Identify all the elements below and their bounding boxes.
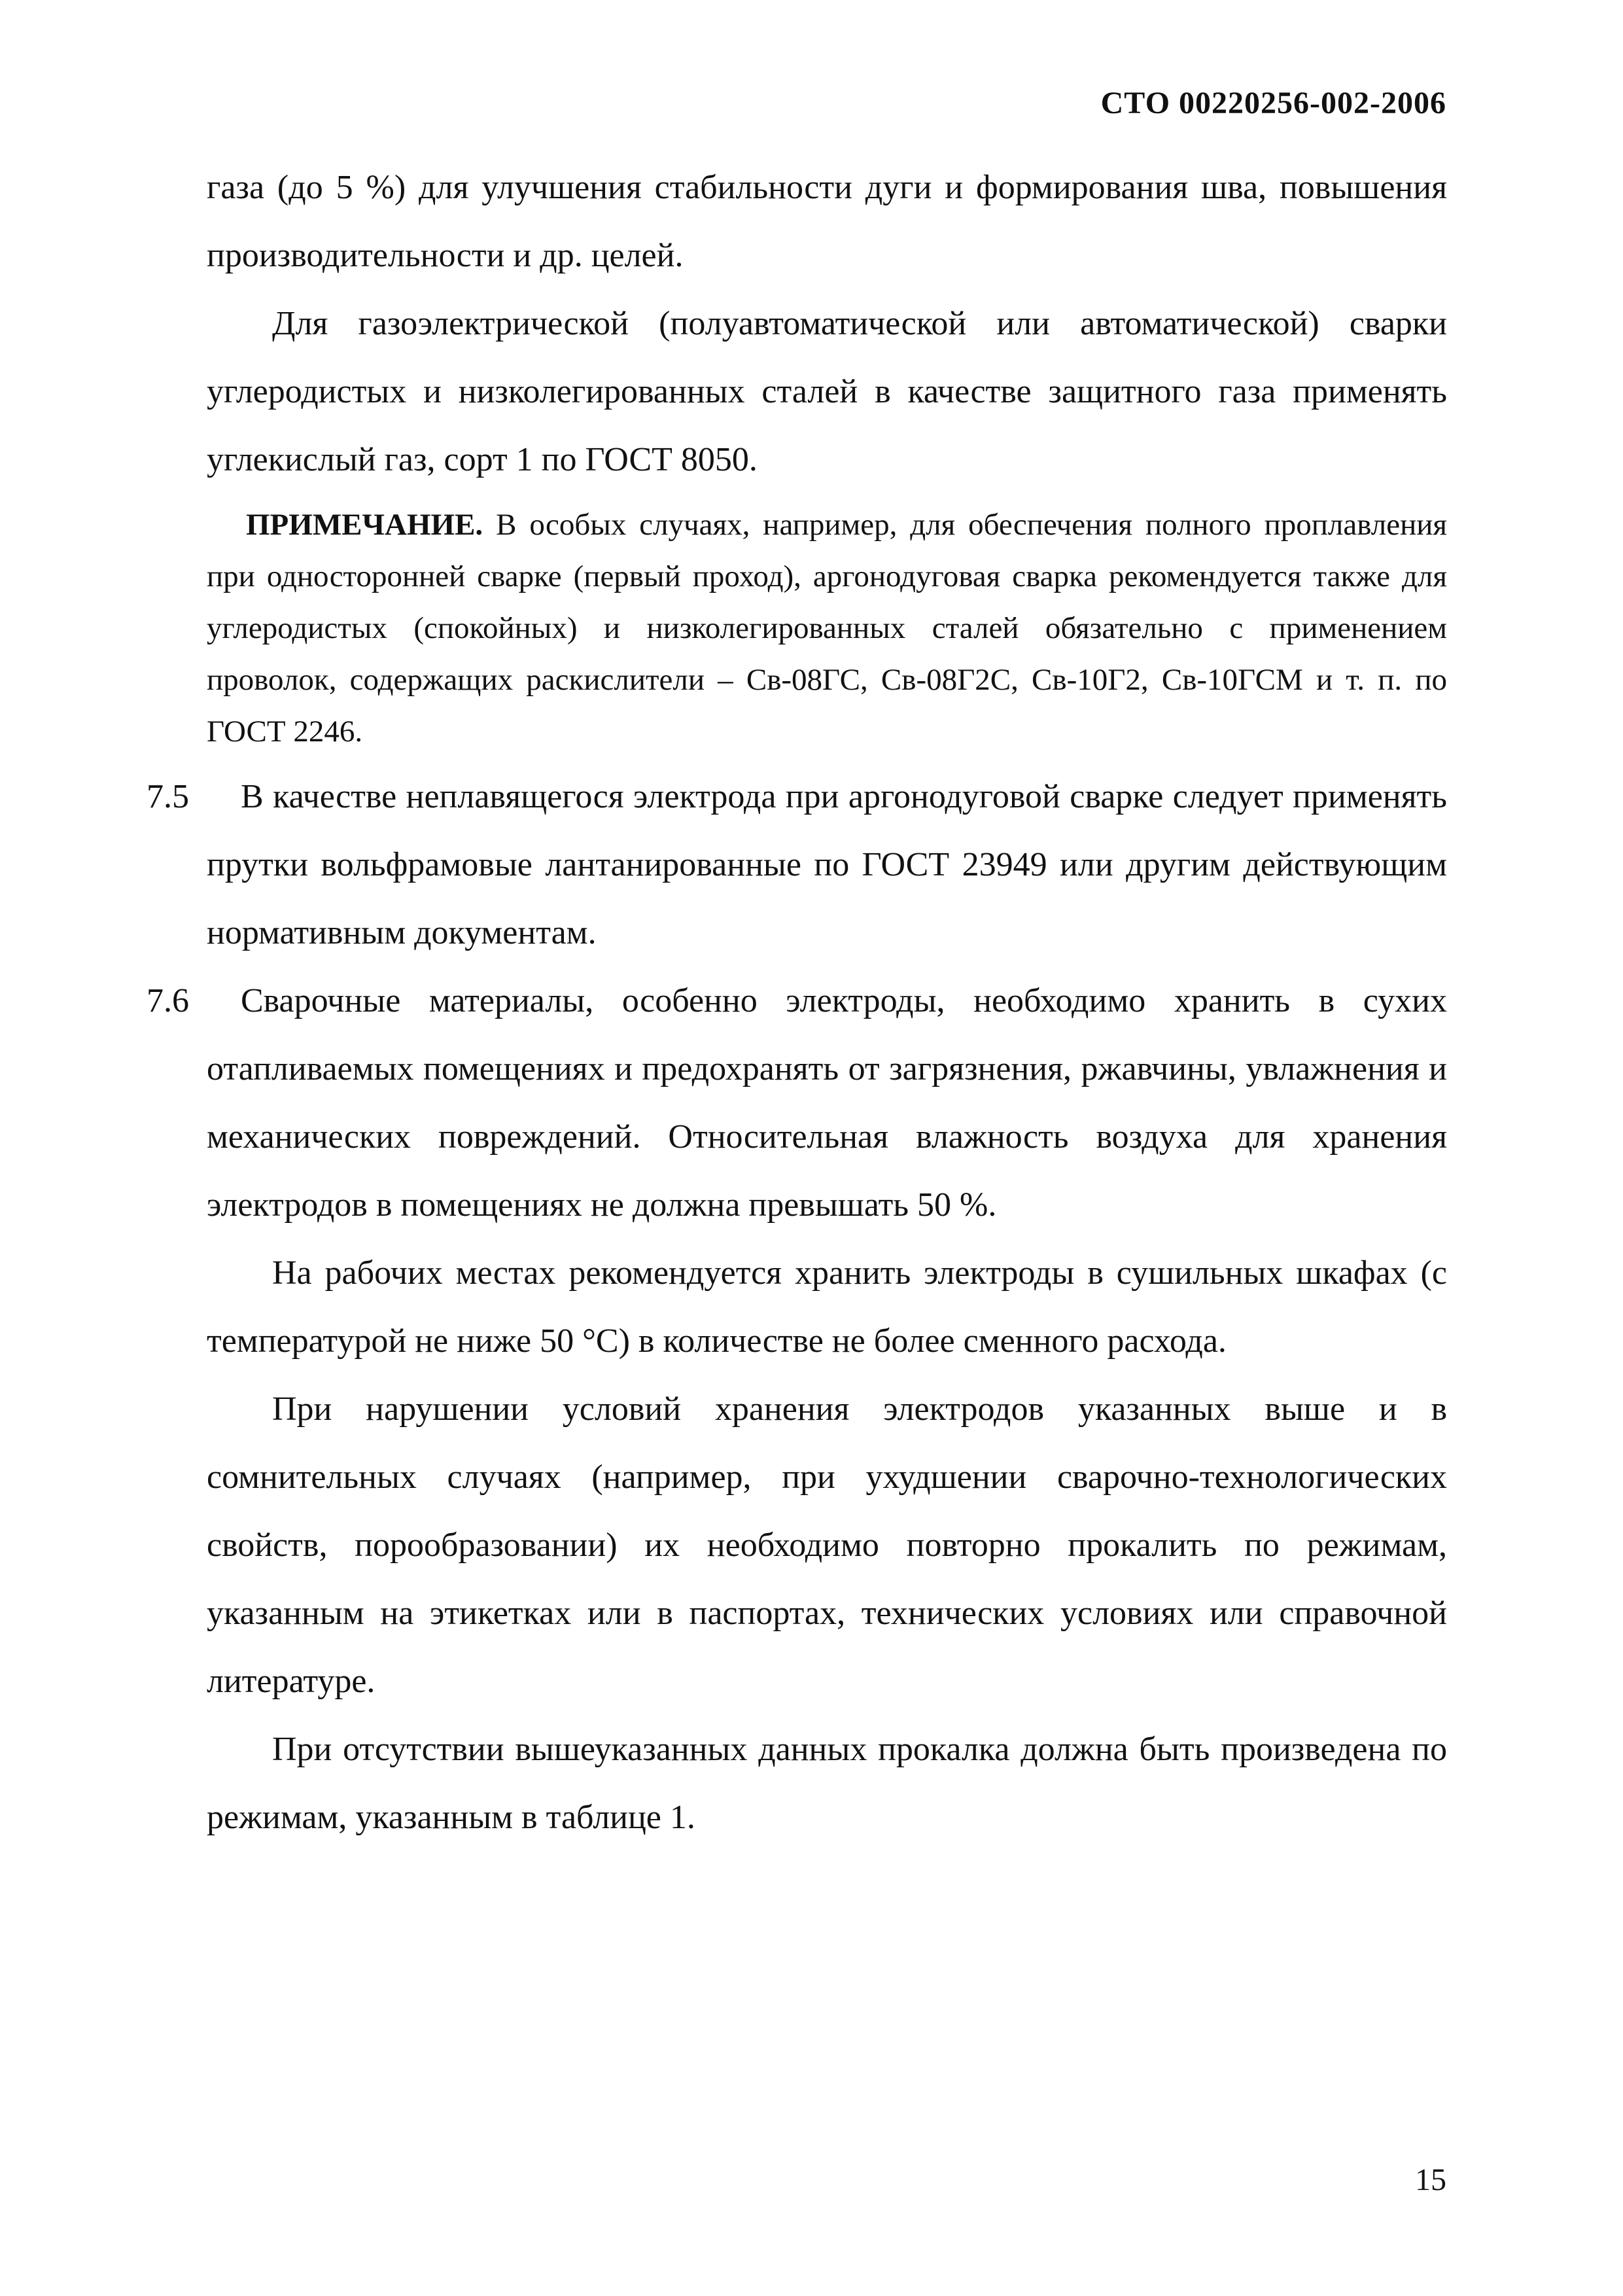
document-code-header: СТО 00220256-002-2006 [1100,86,1446,120]
clause-7-6-text: Сварочные материалы, особенно электроды, необходимо хранить в сухих отапливаемых помещениях и предохранять от загрязнения, ржавчины, увлажнения и механических повреждений. Относительная влажность воздуха для хранения электродов в помещениях не должна превышать 50 %. [207,982,1447,1224]
clause-7-5 [147,763,1447,967]
note-label: ПРИМЕЧАНИЕ. [246,508,483,542]
paragraph-note [207,499,1447,758]
clause-7-6-number: 7.6 [147,982,189,1019]
paragraph-storage-violation: При нарушении условий хранения электродов указанных выше и в сомнительных случаях (например, при ухудшении сварочно-технологических свойств, порообразовании) их необходимо повторно прокалить по режимам, указанным на этикетках или в паспортах, технических условиях или справочной литературе. [207,1390,1447,1700]
clause-7-6 [147,967,1447,1239]
paragraph-gas-electric-welding: Для газоэлектрической (полуавтоматической или автоматической) сварки углеродистых и низколегированных сталей в качестве защитного газа применять углекислый газ, сорт 1 по ГОСТ 8050. [207,305,1447,478]
note-text: В особых случаях, например, для обеспечения полного проплавления при односторонней сварке (первый проход), аргонодуговая сварка рекомендуется также для углеродистых (спокойных) и низколегированных сталей обязательно с применением проволок, содержащих раскислители – Св-08ГС, Св-08Г2С, Св-10Г2, Св-10ГСМ и т. п. по ГОСТ 2246. [207,508,1447,749]
document-body [147,154,1447,1852]
paragraph-gas-continuation: газа (до 5 %) для улучшения стабильности дуги и формирования шва, повышения производительности и др. целей. [207,169,1447,274]
page-number: 15 [1415,2163,1446,2197]
paragraph-missing-data: При отсутствии вышеуказанных данных прокалка должна быть произведена по режимам, указанным в таблице 1. [207,1731,1447,1836]
paragraph-workplace-storage: На рабочих местах рекомендуется хранить электроды в сушильных шкафах (с температурой не ниже 50 °С) в количестве не более сменного расхода. [207,1254,1447,1360]
clause-7-5-text: В качестве неплавящегося электрода при аргонодуговой сварке следует применять прутки вольфрамовые лантанированные по ГОСТ 23949 или другим действующим нормативным документам. [207,778,1447,951]
clause-7-5-number: 7.5 [147,778,189,815]
